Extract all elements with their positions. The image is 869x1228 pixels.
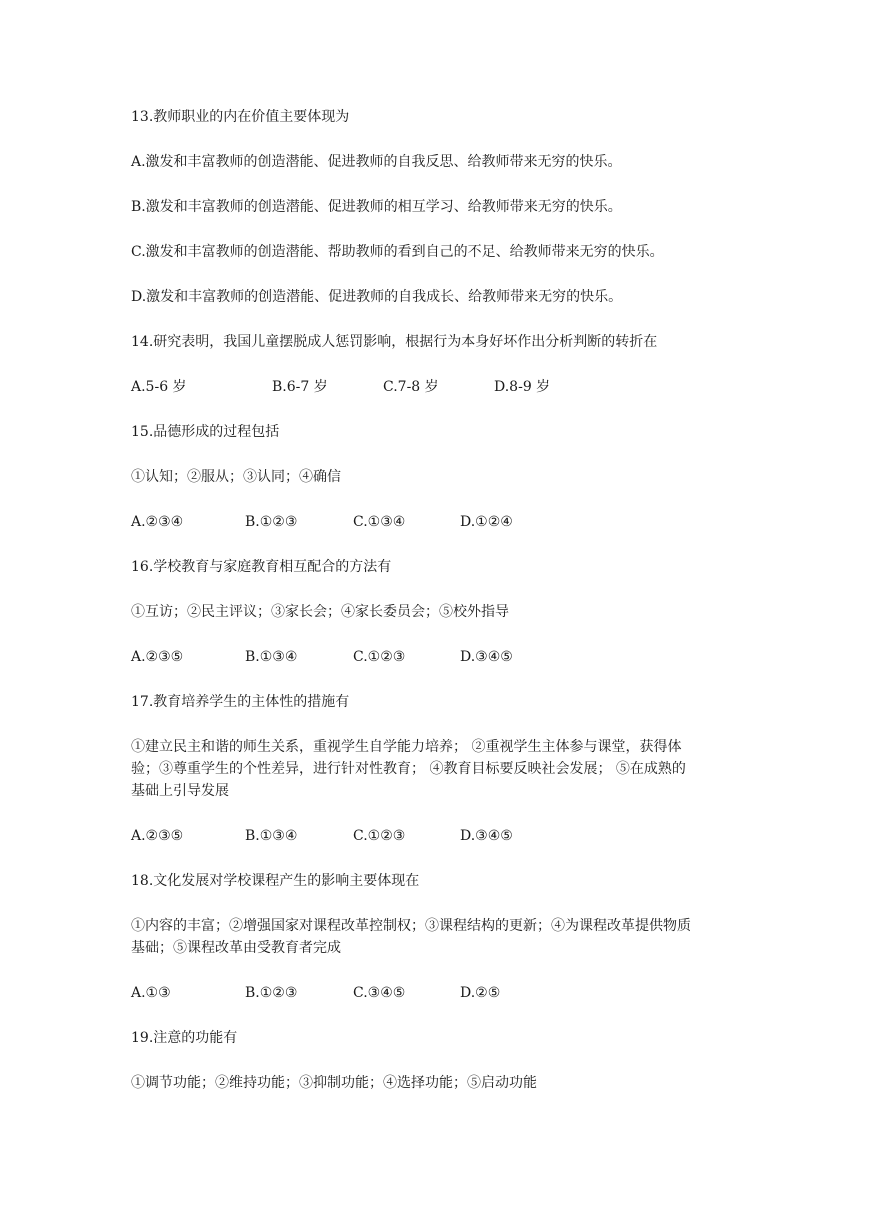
option-d: D.③④⑤ — [460, 649, 513, 665]
question-16-items: ①互访；②民主评议；③家长会；④家长委员会；⑤校外指导 — [131, 604, 509, 620]
option-a: A.②③⑤ — [131, 828, 184, 844]
question-18-options — [131, 982, 741, 1004]
question-13-option-d: D.激发和丰富教师的创造潜能、促进教师的自我成长、给教师带来无穷的快乐。 — [131, 289, 623, 305]
option-b: B.①②③ — [245, 985, 298, 1001]
option-c: C.①③④ — [353, 514, 406, 530]
question-17-items — [131, 736, 741, 802]
question-17-items-line-1: ①建立民主和谐的师生关系，重视学生自学能力培养； ②重视学生主体参与课堂，获得体 — [131, 739, 682, 755]
question-17-items-line-2: 验；③尊重学生的个性差异，进行针对性教育； ④教育目标要反映社会发展； ⑤在成熟的 — [131, 761, 686, 777]
question-13-option-a: A.激发和丰富教师的创造潜能、促进教师的自我反思、给教师带来无穷的快乐。 — [131, 154, 622, 170]
question-15-items: ①认知；②服从；③认同；④确信 — [131, 469, 341, 485]
question-15-options — [131, 511, 741, 533]
question-19-items: ①调节功能；②维持功能；③抑制功能；④选择功能；⑤启动功能 — [131, 1075, 537, 1091]
option-d: D.8-9 岁 — [494, 379, 551, 395]
option-b: B.①③④ — [245, 649, 298, 665]
question-17-options — [131, 825, 741, 847]
option-c: C.①②③ — [353, 828, 406, 844]
option-a: A.②③⑤ — [131, 649, 184, 665]
question-14-stem: 14.研究表明，我国儿童摆脱成人惩罚影响，根据行为本身好坏作出分析判断的转折在 — [131, 334, 658, 350]
option-b: B.①②③ — [245, 514, 298, 530]
option-b: B.6-7 岁 — [272, 379, 328, 395]
question-13-option-b: B.激发和丰富教师的创造潜能、促进教师的相互学习、给教师带来无穷的快乐。 — [131, 199, 622, 215]
option-c: C.7-8 岁 — [383, 379, 439, 395]
question-13-stem: 13.教师职业的内在价值主要体现为 — [131, 109, 350, 125]
question-16-options — [131, 646, 741, 668]
option-d: D.②⑤ — [460, 985, 501, 1001]
question-18-items — [131, 915, 741, 959]
question-17-items-line-3: 基础上引导发展 — [131, 783, 229, 799]
option-a: A.①③ — [131, 985, 171, 1001]
option-c: C.③④⑤ — [353, 985, 406, 1001]
question-15-stem: 15.品德形成的过程包括 — [131, 424, 280, 440]
option-b: B.①③④ — [245, 828, 298, 844]
option-a: A.5-6 岁 — [131, 379, 187, 395]
question-18-stem: 18.文化发展对学校课程产生的影响主要体现在 — [131, 873, 420, 889]
question-18-items-line-2: 基础；⑤课程改革由受教育者完成 — [131, 940, 341, 956]
question-14-options — [131, 376, 741, 398]
question-19-stem: 19.注意的功能有 — [131, 1030, 238, 1046]
option-c: C.①②③ — [353, 649, 406, 665]
question-page — [131, 106, 741, 1117]
question-17-stem: 17.教育培养学生的主体性的措施有 — [131, 694, 350, 710]
option-d: D.①②④ — [460, 514, 513, 530]
option-d: D.③④⑤ — [460, 828, 513, 844]
question-18-items-line-1: ①内容的丰富；②增强国家对课程改革控制权；③课程结构的更新；④为课程改革提供物质 — [131, 918, 691, 934]
option-a: A.②③④ — [131, 514, 184, 530]
question-13-option-c: C.激发和丰富教师的创造潜能、帮助教师的看到自己的不足、给教师带来无穷的快乐。 — [131, 244, 664, 260]
question-16-stem: 16.学校教育与家庭教育相互配合的方法有 — [131, 559, 392, 575]
